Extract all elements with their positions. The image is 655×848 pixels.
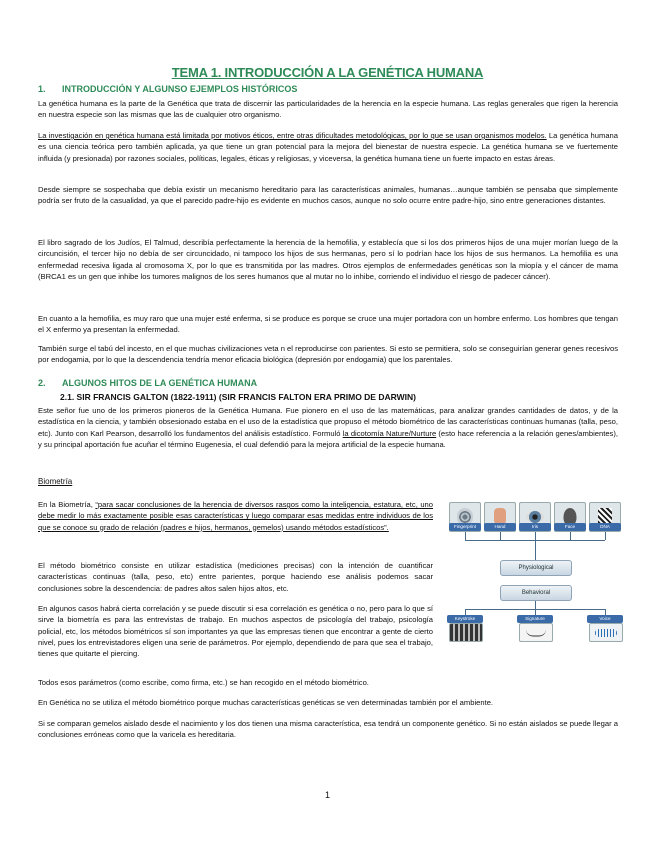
underlined-statement: La investigación en genética humana está limitada por motivos éticos, entre otras dificultades metodológicas, por lo que se usan organismos modelos.: [38, 131, 547, 140]
paragraph-history: Desde siempre se sospechaba que debía existir un mecanismo hereditario para las características animales, humanas…aunque también se pensaba que simplemente podría ser fruto de la casualidad, ya que el parecido padre-hijo es evidente en muchos casos, aunque no solo ocurre entre padre-hijo, sino entre generaciones distantes.: [38, 185, 618, 206]
paragraph-text: En la Biometría,: [38, 500, 96, 509]
connector-line: [535, 601, 536, 609]
section-title: ALGUNOS HITOS DE LA GENÉTICA HUMANA: [62, 378, 258, 388]
biometria-heading: Biometría: [38, 477, 73, 486]
paragraph-galton: [38, 405, 618, 450]
paragraph-parameters: Todos esos parámetros (como escribe, como firma, etc.) se han recogido en el método biométrico.: [38, 678, 369, 687]
paragraph-talmud: El libro sagrado de los Judíos, El Talmud, describía perfectamente la herencia de la hemofilia, y establecía que si los dos primeros hijos de una mujer morían luego de la circuncisión, el tercer hijo no debía de ser circuncidado, ni tampoco los hijos de sus hermanas, pero sí lo podrían hace los hijos de sus hermanos. La hemofilia es una enfermedad recesiva ligada al cromosoma X, por lo que es transmitida por las madres. Otros ejemplos de enfermedades genéticas son la miopía y el cáncer de mama (BRCA1 es un gen que inhibe los tumores malignos de los seres humanos que al mutar no lo inhibe, corriendo el individuo el riesgo de padecer cáncer).: [38, 238, 618, 281]
section-number: 2.: [38, 378, 46, 388]
page-title: TEMA 1. INTRODUCCIÓN A LA GENÉTICA HUMANA: [171, 65, 484, 80]
paragraph-correlation: En algunos casos habrá cierta correlación y se puede discutir si esa correlación es genética o no, pero para lo que sí sirve la biometría es para las entrevistas de trabajo. En muchos aspectos de psicología del trabajo, psicología policial, etc, los métodos biométricos sí son importantes ya que las empresas tienen que encontrar a gente de cierto nivel, pues los entrevistadores eligen una serie de parámetros. Por ejemplo, dependiendo de para que sea el trabajo, tienes que quitarte el piercing.: [38, 604, 433, 659]
connector-line: [535, 540, 536, 561]
paragraph-incest: También surge el tabú del incesto, en el que muchas civilizaciones veta n el reproducirse con parientes. Si esto se permitiera, solo se conseguirían generar genes recesivos por endogamia, por lo que la descendencia tendría menor eficacia biológica (depresión por endogamia) que los parentales.: [38, 344, 618, 365]
fingerprint-label: Fingerprint: [449, 523, 481, 531]
iris-label: Iris: [519, 523, 551, 531]
connector-line: [605, 532, 606, 540]
paragraph-intro: La genética humana es la parte de la Genética que trata de discernir las particularidades de la herencia en la especie humana. Las reglas generales que rigen la herencia en nuestra especie son las mismas que las de cualquier otro organismo.: [38, 99, 618, 120]
connector-line: [465, 532, 466, 540]
physiological-box: Physiological: [500, 560, 572, 576]
connector-line: [535, 532, 536, 540]
behavioral-box: Behavioral: [500, 585, 572, 601]
paragraph-hemophilia: En cuanto a la hemofilia, es muy raro que una mujer esté enferma, si se produce es porque se cruce una mujer portadora con un hombre enfermo. Los hombres que tengan el X enfermo ya presentan la enfermedad.: [38, 314, 618, 335]
biometria-quote: “para sacar conclusiones de la herencia de diversos rasgos como la inteligencia, estatura, etc, uno debe medir lo más exactamente posible esas características y luego comparar esas medidas entre individuos de los que se conoce su grado de relación (padres e hijos, hermanos, gemelos) usando métodos estadísticos”.: [38, 500, 433, 532]
paragraph-text: (esto hace referencia a la relación genes/ambientes), y su principal aportación fue acuñar el término Eugenesia, el cual defendió para la mejora artificial de la especie humana.: [38, 428, 618, 449]
voice-label: Voice: [587, 615, 623, 623]
signature-icon: [519, 623, 553, 642]
hand-label: Hand: [484, 523, 516, 531]
keyboard-icon: [449, 623, 483, 642]
page-number: 1: [324, 790, 330, 800]
face-label: Face: [554, 523, 586, 531]
paragraph-ethics: [38, 130, 618, 164]
paragraph-text: Este señor fue uno de los primeros pioneros de la Genética Humana. Fue pionero en el uso de las matemáticas, para analizar grandes cantidades de datos, y de la estadística en la ciencia, y también obsesionado estaba en el uso de la estadística que propuso el método biométrico de las características continuas humanas (talla, peso, etc). Junto con Karl Pearson, desarrolló los fundamentos del análisis estadístico. Formuló: [38, 406, 618, 438]
paragraph-genetics: En Genética no se utiliza el método biométrico porque muchas características genéticas se ven determinadas también por el ambiente.: [38, 698, 494, 707]
paragraph-method: El método biométrico consiste en utilizar estadística (mediciones precisas) con la intención de cuantificar características continuas (talla, peso, etc) entre parientes, porque haciendo ese análisis podemos sacar conclusiones sobre la descendencia: de padres altos salen hijos altos, etc.: [38, 561, 433, 593]
signature-label: Signature: [517, 615, 553, 623]
section-heading-1: [38, 84, 297, 94]
section-heading-2: [38, 378, 257, 388]
biometrics-figure: [445, 502, 625, 642]
subsection-heading: 2.1. SIR FRANCIS GALTON (1822-1911) (SIR FRANCIS FALTON ERA PRIMO DE DARWIN): [60, 392, 416, 402]
dna-label: DNA: [589, 523, 621, 531]
dichotomy-term: la dicotomía Nature/Nurture: [342, 428, 437, 438]
paragraph-twins: Si se comparan gemelos aislado desde el nacimiento y los dos tienen una misma característica, esa tendrá un componente genético. Si no están aislados se puede llegar a conclusiones erróneas como que la varicela es hereditaria.: [38, 719, 618, 740]
connector-line: [500, 532, 501, 540]
voice-wave-icon: [589, 623, 623, 642]
section-number: 1.: [38, 84, 46, 94]
connector-line: [570, 532, 571, 540]
keystroke-label: Keystroke: [447, 615, 483, 623]
paragraph-text: La genética humana es una ciencia teórica pero también aplicada, ya que tiene un gran potencial para la mejora del bienestar de nuestra especie. La genética humana se ve fuertemente influida (y presionada) por razones sociales, políticas, legales, éticas y religiosas, y viceversa, la genética humana tiene un fuerte impacto en estas áreas.: [38, 131, 618, 163]
paragraph-biometria-quote: [38, 499, 433, 533]
section-title: INTRODUCCIÓN Y ALGUNSO EJEMPLOS HISTÓRICOS: [62, 84, 298, 94]
